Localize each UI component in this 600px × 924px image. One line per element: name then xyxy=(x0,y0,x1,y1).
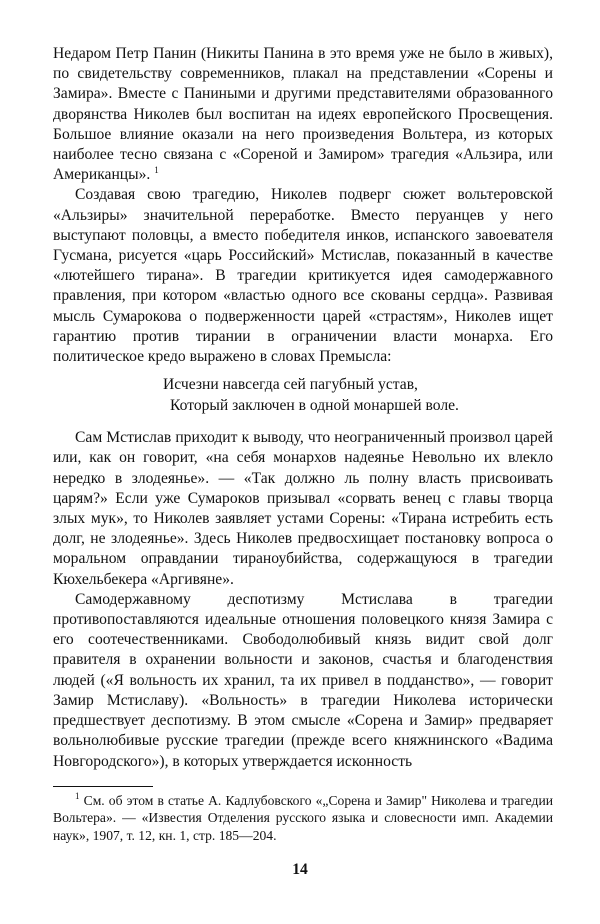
paragraph-4-text: Самодержавному деспотизму Мстислава в трагедии противопоставляются идеальные отношения половецкого князя Замира с его соотечественниками. Свободолюбивый князь видит свой долг правителя в охранении вольности и законов, счастья и благоденствия людей («Я вольность их хранил, та их привел в подданство», — говорит Замир Мстиславу). «Вольность» в трагедии Николева исторически предшествует деспотизму. В этом смысле «Сорена и Замир» предваряет вольнолюбивые русские трагедии (прежде всего княжнинского «Вадима Новгородского»), в которых утверждается исконность xyxy=(53,590,553,770)
footnote-reference[interactable]: 1 xyxy=(154,165,159,176)
paragraph-4 xyxy=(53,590,553,772)
page-body xyxy=(53,44,553,844)
paragraph-2 xyxy=(53,185,553,367)
paragraph-1 xyxy=(53,44,553,185)
page-number: 14 xyxy=(292,861,308,878)
verse-quotation xyxy=(163,374,553,416)
paragraph-2-text: Создавая свою трагедию, Николев подверг сюжет вольтеровской «Альзиры» значительной переработке. Вместо перуанцев у него выступают половцы, а вместо победителя инков, испанского завоевателя Гусмана, рисуется «царь Российский» Мстислав, показанный в качестве «лютейшего тирана». В трагедии критикуется идея самодержавного правления, при котором «властью одного все скованы сердца». Развивая мысль Сумарокова о подверженности царей «страстям», Николев ищет гарантию против тирании в ограничении власти монарха. Его политическое кредо выражено в словах Премысла: xyxy=(53,186,553,366)
paragraph-1-text: Недаром Петр Панин (Никиты Панина в это время уже не было в живых), по свидетельству современников, плакал на представлении «Сорены и Замира». Вместе с Паниными и другими представителями образованного дворянства Николев был воспитан на идеях европейского Просвещения. Большое влияние оказали на него произведения Вольтера, из которых наиболее тесно связана с «Сореной и Замиром» трагедия «Альзира, или Американцы». xyxy=(53,45,553,184)
footnote-divider xyxy=(53,786,153,787)
verse-line-2: Который заключен в одной монаршей воле. xyxy=(170,397,459,415)
paragraph-3-text: Сам Мстислав приходит к выводу, что неограниченный произвол царей или, как он говорит, «на себя монархов надеянье Невольно их влекло нередко в злодеянье». — «Так должно ль полну власть присвоивать царям?» Если уже Сумароков призывал «сорвать венец с главы творца злых мук», то Николев заявляет устами Сорены: «Тирана истребить есть долг, не злодеянье». Здесь Николев предвосхищает постановку вопроса о моральном оправдании тираноубийства, содержащуюся в трагедии Кюхельбекера «Аргивяне». xyxy=(53,429,553,588)
footnote-text: См. об этом в статье А. Кадлубовского «„Сорена и Замир" Николева и трагедии Вольтера». — «Известия Отделения русского языка и словесности имп. Академии наук», 1907, т. 12, кн. 1, стр. 185—204. xyxy=(53,792,554,843)
verse-line-1: Исчезни навсегда сей пагубный устав, xyxy=(163,376,418,394)
footnote xyxy=(53,792,553,845)
footnote-mark: 1 xyxy=(75,790,80,801)
paragraph-3 xyxy=(53,428,553,590)
